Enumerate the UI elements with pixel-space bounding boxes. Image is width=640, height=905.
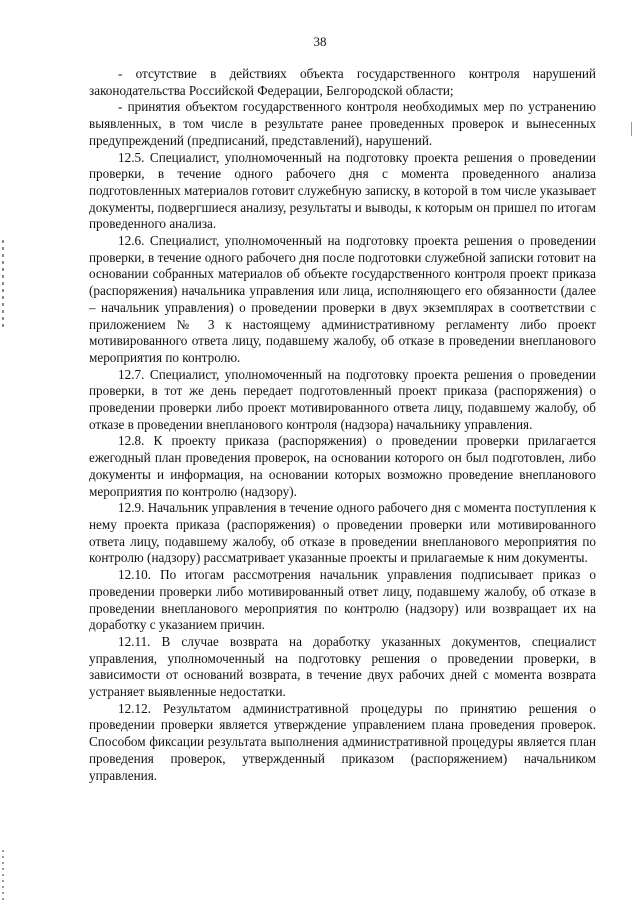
paragraph-12-5: 12.5. Специалист, уполномоченный на подготовку проекта решения о проведении проверки, в течение одного рабочего дня с момента проведенного анализа подготовленных материалов готовит служебную записку, в которой в том числе указывает документы, подвергшиеся анализу, результаты и выводы, к которым он пришел по итогам проведенного анализа. — [89, 149, 596, 232]
paragraph-12-10: 12.10. По итогам рассмотрения начальник управления подписывает приказ о проведении проверки либо мотивированный ответ лицу, подавшему жалобу, об отказе в проведении внепланового мероприятия по контролю (надзору) или возвращает их на доработку с указанием причин. — [89, 567, 596, 633]
scan-edge-mark-left — [2, 240, 4, 330]
paragraph-12-11: 12.11. В случае возврата на доработку указанных документов, специалист управления, уполномоченный на подготовку решения о проведении проверки, в зависимости от оснований возврата, в течение двух рабочих дней с момента возврата устраняет выявленные недостатки. — [89, 633, 596, 700]
paragraph-absence-of-violations: - отсутствие в действиях объекта государственного контроля нарушений законодательства Российской Федерации, Белгородской области; — [89, 66, 596, 98]
paragraph-measures-taken: - принятия объектом государственного контроля необходимых мер по устранению выявленных, в том числе в результате ранее проведенных проверок и вынесенных предупреждений (предписаний, представлений), нарушений. — [89, 99, 596, 148]
page-number: 38 — [313, 34, 327, 49]
paragraph-12-8: 12.8. К проекту приказа (распоряжения) о проведении проверки прилагается ежегодный план проведения проверок, на основании которого он был подготовлен, либо документы и информация, на основании которых возможно проведение внепланового мероприятия по контролю (надзору). — [89, 433, 596, 499]
paragraph-12-6: 12.6. Специалист, уполномоченный на подготовку проекта решения о проведении проверки, в течение одного рабочего дня после подготовки служебной записки готовит на основании собранных материалов об объекте государственного контроля проект приказа (распоряжения) начальника управления или лица, исполняющего его обязанности (далее – начальник управления) о проведении проверки в двух экземплярах в соответствии с приложением № 3 к настоящему административному регламенту либо проект мотивированного ответа лицу, подавшему жалобу, об отказе в проведении внепланового мероприятия по контролю. — [89, 233, 596, 365]
document-body — [89, 66, 596, 784]
paragraph-12-7: 12.7. Специалист, уполномоченный на подготовку проекта решения о проведении проверки, в тот же день передает подготовленный проект приказа (распоряжения) о проведении проверки либо проект мотивированного ответа лицу, подавшему жалобу, об отказе в проведении внепланового контроля (надзора) начальнику управления. — [89, 366, 596, 432]
scan-edge-mark-right — [631, 122, 632, 136]
paragraph-12-9: 12.9. Начальник управления в течение одного рабочего дня с момента поступления к нему проекта приказа (распоряжения) о проведении проверки или мотивированного ответа лицу, подавшему жалобу, об отказе в проведении внепланового мероприятия по контролю (надзору) рассматривает указанные проекты и прилагаемые к ним документы. — [89, 500, 596, 566]
scan-edge-mark-left-bottom — [2, 850, 4, 900]
paragraph-12-12: 12.12. Результатом административной процедуры по принятию решения о проведении проверки является утверждение управлением плана проведения проверок. Способом фиксации результата выполнения административной процедуры является план проведения проверок, утвержденный приказом (распоряжением) начальником управления. — [89, 700, 596, 783]
